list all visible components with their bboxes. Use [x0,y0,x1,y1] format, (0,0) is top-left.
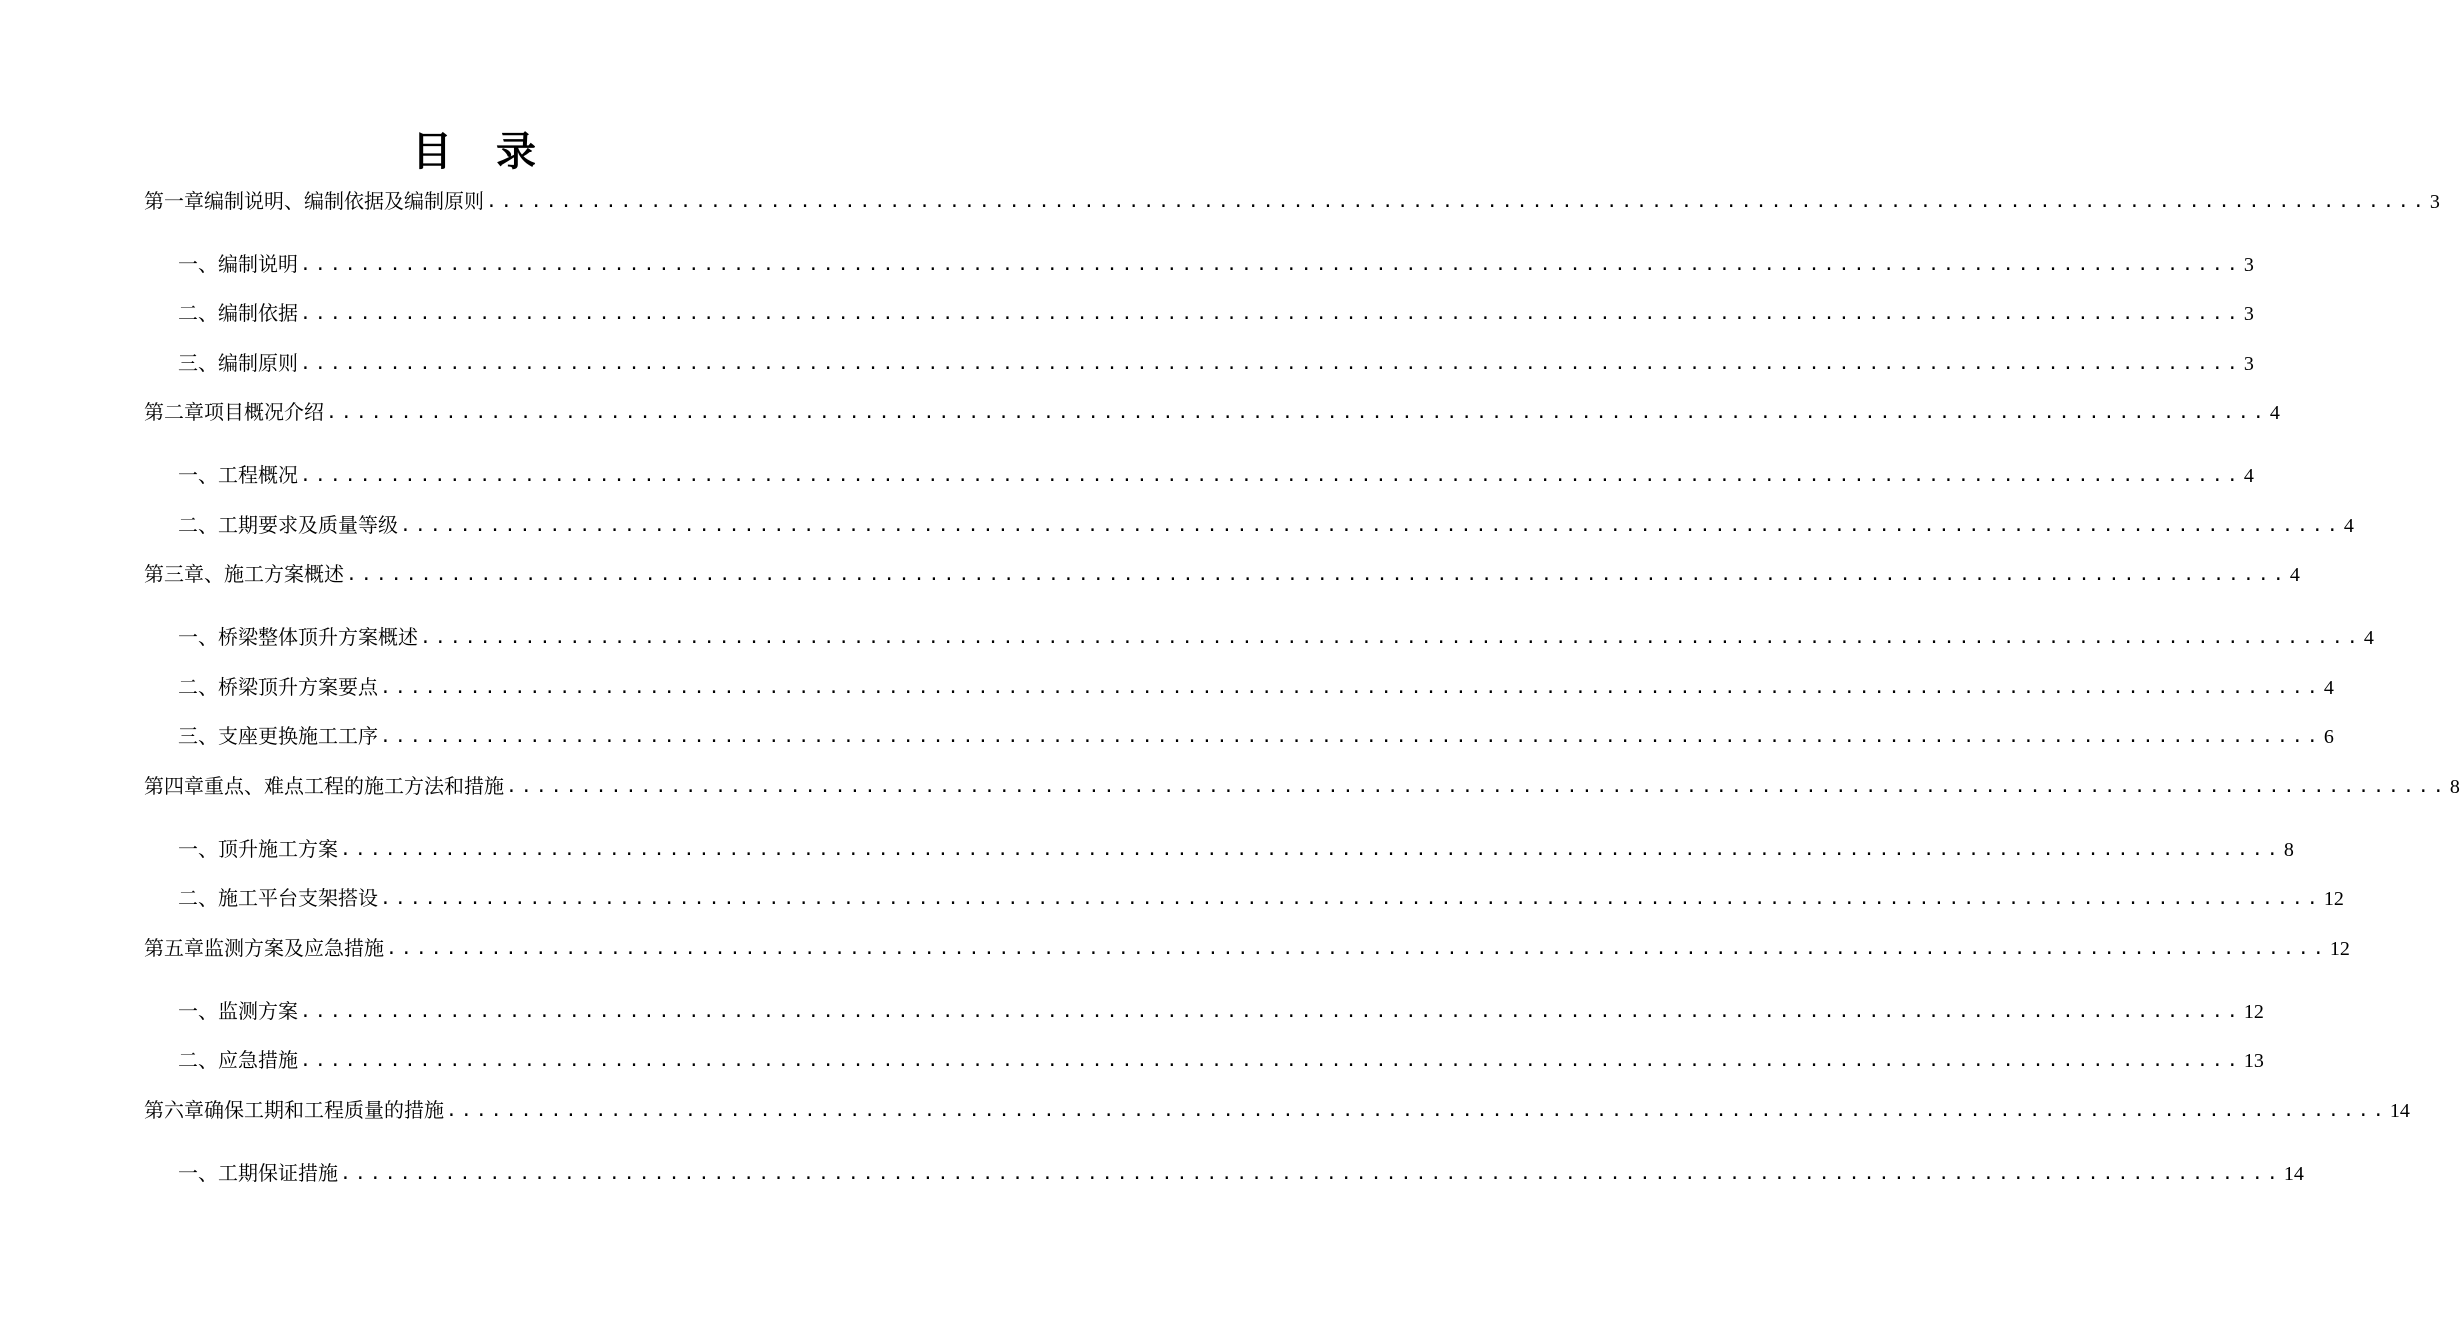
dot-leader: .................................................................................................................................. [506,776,2448,797]
toc-entry-number: 第六章 [144,1098,204,1122]
toc-entry-section[interactable] [178,249,2254,279]
toc-entry-number: 二、 [178,301,218,325]
toc-entry-page: 13 [2243,1050,2264,1072]
dot-leader: .................................................................................................................................. [386,938,2328,959]
toc-entry-title: 二、工期要求及质量等级 [178,513,398,537]
dot-leader: .................................................................................................................................. [300,465,2242,486]
toc-entry-number: 第五章 [144,936,204,960]
toc-entry-page: 4 [2243,465,2254,487]
dot-leader: .................................................................................................................................. [340,839,2282,860]
toc-entry-page: 3 [2429,191,2440,213]
toc-entry-page: 3 [2243,254,2254,276]
toc-entry-chapter-3[interactable] [144,559,2300,589]
dot-leader: .................................................................................................................................. [300,254,2242,275]
toc-entry-chapter-4[interactable] [144,771,2460,801]
toc-entry-chapter-1[interactable] [144,186,2440,216]
toc-entry-page: 14 [2389,1100,2410,1122]
dot-leader: .................................................................................................................................. [400,515,2342,536]
toc-entry-section[interactable] [178,996,2264,1026]
dot-leader: .................................................................................................................................. [446,1100,2388,1121]
toc-entry-title: 一、工程概况 [178,463,298,487]
dot-leader: .................................................................................................................................. [300,1001,2242,1022]
dot-leader: .................................................................................................................................. [380,888,2322,909]
toc-entry-page: 14 [2283,1163,2304,1185]
dot-leader: .................................................................................................................................. [326,402,2268,423]
toc-entry-section[interactable] [178,672,2334,702]
toc-entry-section[interactable] [178,883,2344,913]
toc-entry-page: 3 [2243,353,2254,375]
toc-entry-number: 第二章 [144,400,204,424]
dot-leader: .................................................................................................................................. [420,627,2362,648]
toc-entry-number: 第一章 [144,189,204,213]
dot-leader: .................................................................................................................................. [300,353,2242,374]
toc-entry-title: 编制说明 [218,252,298,276]
dot-leader: .................................................................................................................................. [300,1050,2242,1071]
toc-entry-page: 8 [2449,776,2460,798]
toc-entry-section[interactable] [178,298,2254,328]
dot-leader: .................................................................................................................................. [340,1163,2282,1184]
toc-entry-title: 施工平台支架搭设 [218,886,378,910]
toc-entry-title: 确保工期和工程质量的措施 [204,1098,444,1122]
toc-entry-title: 编制说明、编制依据及编制原则 [204,189,484,213]
toc-entry-page: 4 [2269,402,2280,424]
toc-entry-page: 12 [2243,1001,2264,1023]
toc-entry-title: 监测方案 [218,999,298,1023]
toc-entry-number: 一、 [178,625,218,649]
toc-entry-number: 第四章 [144,774,204,798]
dot-leader: .................................................................................................................................. [380,726,2322,747]
toc-entry-section[interactable] [178,721,2334,751]
toc-entry-section[interactable] [178,834,2294,864]
toc-entry-page: 12 [2329,938,2350,960]
toc-entry-number: 一、 [178,1161,218,1185]
toc-entry-section[interactable] [178,1045,2264,1075]
toc-entry-page: 6 [2323,726,2334,748]
toc-entry-title: 工期保证措施 [218,1161,338,1185]
toc-entry-page: 4 [2289,564,2300,586]
toc-entry-number: 第三章 [144,562,204,586]
toc-entry-title: 编制原则 [218,351,298,375]
toc-entry-section[interactable] [178,1158,2304,1188]
toc-entry-section[interactable] [178,348,2254,378]
toc-entry-page: 4 [2343,515,2354,537]
toc-entry-section[interactable] [178,460,2254,490]
toc-entry-chapter-6[interactable] [144,1095,2410,1125]
toc-entry-title: 桥梁整体顶升方案概述 [218,625,418,649]
toc-entry-chapter-5[interactable] [144,933,2350,963]
toc-entry-page: 8 [2283,839,2294,861]
toc-entry-page: 4 [2323,677,2334,699]
toc-entry-number: 二、 [178,675,218,699]
dot-leader: .................................................................................................................................. [380,677,2322,698]
toc-entry-title: 重点、难点工程的施工方法和措施 [204,774,504,798]
toc-entry-section[interactable] [178,622,2374,652]
toc-entry-title: 顶升施工方案 [218,837,338,861]
dot-leader: .................................................................................................................................. [300,303,2242,324]
toc-entry-title: 、施工方案概述 [204,562,344,586]
toc-entry-title: 项目概况介绍 [204,400,324,424]
toc-entry-page: 3 [2243,303,2254,325]
toc-entry-page: 12 [2323,888,2344,910]
toc-entry-number: 一、 [178,837,218,861]
toc-entry-title: 应急措施 [218,1048,298,1072]
dot-leader: .................................................................................................................................. [346,564,2288,585]
dot-leader: .................................................................................................................................. [486,191,2428,212]
toc-entry-section[interactable] [178,510,2354,540]
toc-entry-title: 桥梁顶升方案要点 [218,675,378,699]
toc-entry-number: 二、 [178,1048,218,1072]
toc-entry-number: 一、 [178,999,218,1023]
toc-entry-number: 三、 [178,351,218,375]
toc-entry-number: 二、 [178,886,218,910]
toc-entry-title: 三、支座更换施工工序 [178,724,378,748]
toc-entry-page: 4 [2363,627,2374,649]
toc-entry-chapter-2[interactable] [144,397,2280,427]
page-title: 目 录 [412,128,538,175]
toc-entry-number: 一、 [178,252,218,276]
toc-entry-title: 编制依据 [218,301,298,325]
toc-entry-title: 监测方案及应急措施 [204,936,384,960]
